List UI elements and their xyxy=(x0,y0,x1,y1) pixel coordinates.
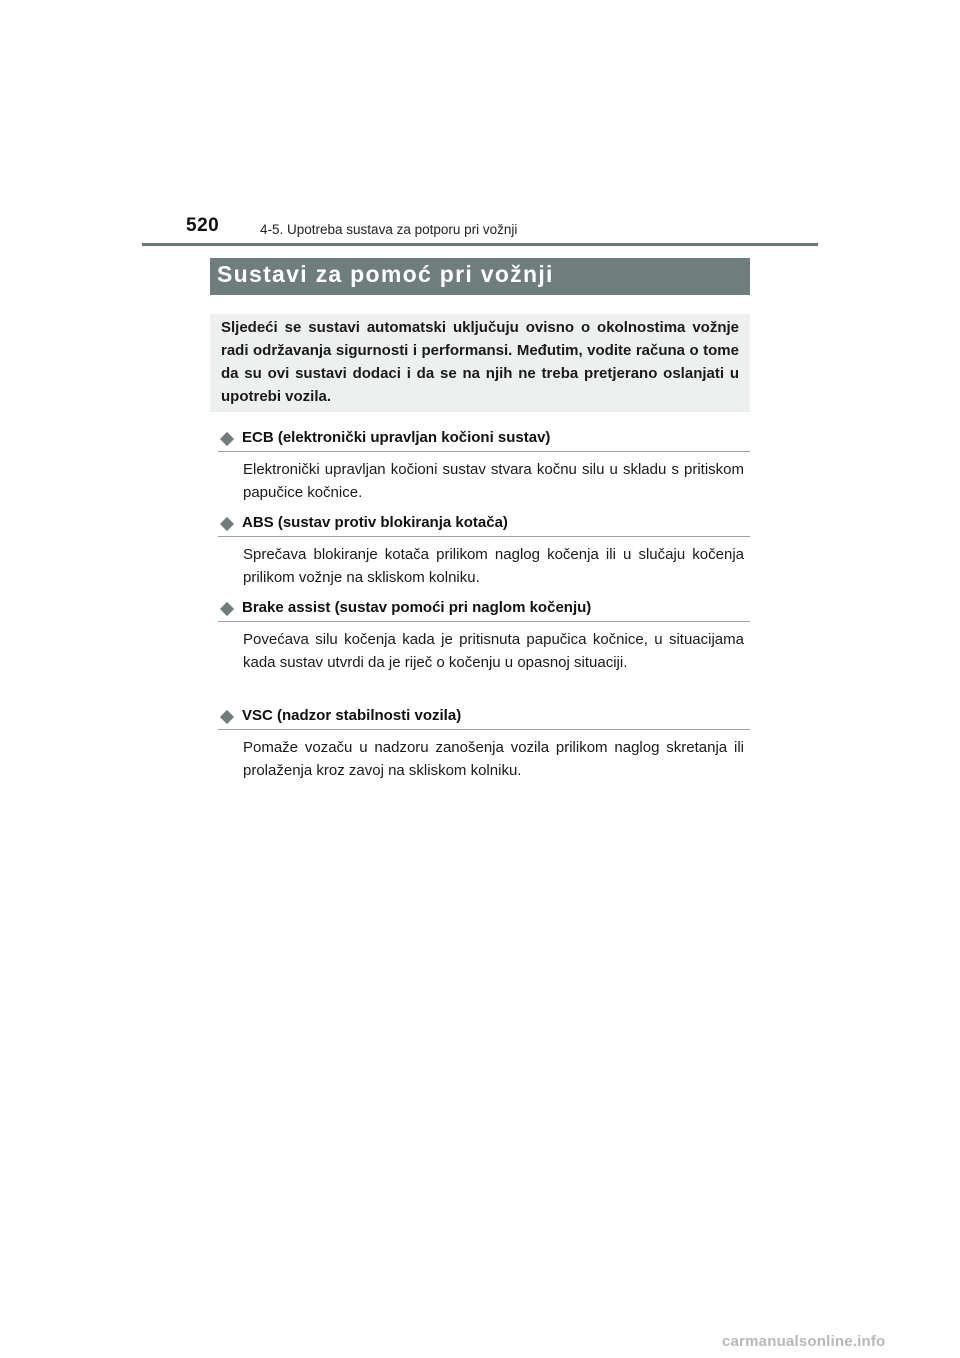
section-brake-assist xyxy=(218,598,750,674)
section-title: ECB (elektronički upravljan kočioni sustav) xyxy=(242,429,551,446)
section-vsc xyxy=(218,706,750,782)
intro-box: Sljedeći se sustavi automatski uključuju ovisno o okolnostima vožnje radi održavanja sigurnosti i performansi. Međutim, vodite računa o tome da su ovi sustavi dodaci i da se na njih ne treba pretjerano oslanjati u upotrebi vozila. xyxy=(210,314,750,412)
section-title: Brake assist (sustav pomoći pri naglom kočenju) xyxy=(242,599,592,616)
page-number: 520 xyxy=(186,215,220,236)
watermark: carmanualsonline.info xyxy=(722,1333,886,1350)
diamond-bullet-icon xyxy=(220,602,234,616)
section-body: Povećava silu kočenja kada je pritisnuta papučica kočnice, u situacijama kada sustav utvrdi da je riječ o kočenju u opasnoj situaciji. xyxy=(243,631,744,671)
section-body: Sprečava blokiranje kotača prilikom naglog kočenja ili u slučaju kočenja prilikom vožnje na skliskom kolniku. xyxy=(243,546,744,586)
section-title: VSC (nadzor stabilnosti vozila) xyxy=(242,707,462,724)
section-heading xyxy=(218,598,750,622)
section-abs xyxy=(218,513,750,589)
page-title: Sustavi za pomoć pri vožnji xyxy=(210,258,750,295)
section-body: Pomaže vozaču u nadzoru zanošenja vozila prilikom naglog skretanja ili prolaženja kroz zavoj na skliskom kolniku. xyxy=(243,739,744,779)
diamond-bullet-icon xyxy=(220,710,234,724)
section-title: ABS (sustav protiv blokiranja kotača) xyxy=(242,514,508,531)
section-body: Elektronički upravljan kočioni sustav stvara kočnu silu u skladu s pritiskom papučice kočnice. xyxy=(243,461,744,501)
section-heading xyxy=(218,706,750,730)
section-heading xyxy=(218,513,750,537)
diamond-bullet-icon xyxy=(220,432,234,446)
diamond-bullet-icon xyxy=(220,517,234,531)
section-heading xyxy=(218,428,750,452)
section-ecb xyxy=(218,428,750,504)
running-head: 4-5. Upotreba sustava za potporu pri vožnji xyxy=(260,222,518,237)
header-rule xyxy=(142,243,818,246)
